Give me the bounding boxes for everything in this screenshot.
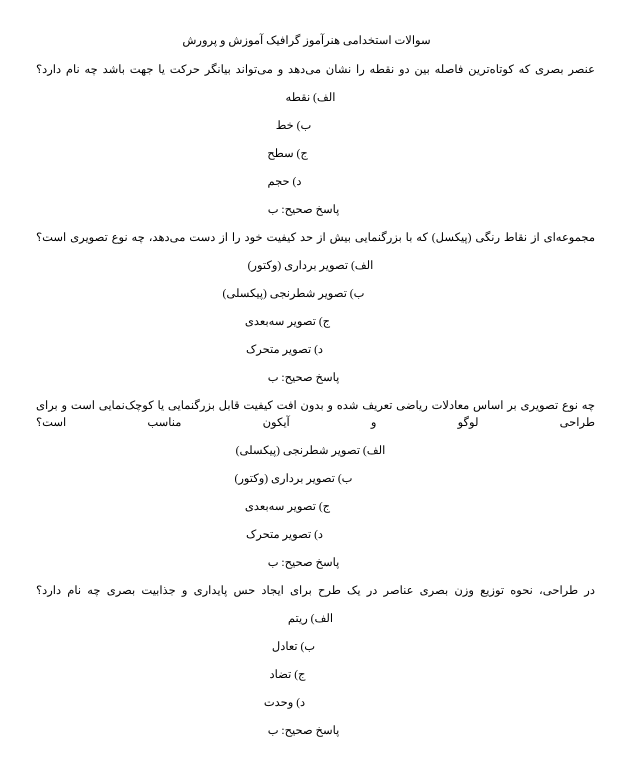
answer-option[interactable]: ج) تضاد: [269, 669, 306, 681]
question-text: عنصر بصری که کوتاه‌ترین فاصله بین دو نقطه را نشان می‌دهد و می‌تواند بیانگر حرکت یا جهت باشد چه نام دارد؟: [36, 64, 595, 76]
answer-option[interactable]: الف) نقطه: [285, 92, 336, 104]
answer-option[interactable]: ج) سطح: [267, 148, 308, 160]
correct-answer: پاسخ صحیح: ب: [267, 204, 340, 216]
question-text: مجموعه‌ای از نقاط رنگی (پیکسل) که با بزرگنمایی بیش از حد کیفیت خود را از دست می‌دهد، چه نوع تصویری است؟: [36, 232, 595, 244]
answer-option[interactable]: ب) تعادل: [271, 641, 316, 653]
question-text: در طراحی، نحوه توزیع وزن بصری عناصر در یک طرح برای ایجاد حس پایداری و جذابیت بصری چه نام دارد؟: [36, 585, 595, 597]
question-text: چه نوع تصویری بر اساس معادلات ریاضی تعریف شده و بدون افت کیفیت قابل بزرگنمایی یا کوچک‌نمایی است و برای طراحی لوگو و آیکون مناسب است؟: [36, 400, 595, 429]
answer-option[interactable]: د) تصویر متحرک: [245, 344, 324, 356]
answer-option[interactable]: الف) ریتم: [287, 613, 334, 625]
answer-option[interactable]: ب) تصویر برداری (وکتور): [234, 473, 353, 485]
answer-option[interactable]: د) وحدت: [263, 697, 306, 709]
question-block: [36, 62, 595, 219]
answer-option[interactable]: ب) خط: [275, 120, 312, 132]
question-block: [36, 583, 595, 740]
answer-option[interactable]: ج) تصویر سه‌بعدی: [244, 316, 331, 328]
question-block: [36, 230, 595, 387]
answer-option[interactable]: الف) تصویر برداری (وکتور): [247, 260, 374, 272]
answer-option[interactable]: د) تصویر متحرک: [245, 529, 324, 541]
correct-answer: پاسخ صحیح: ب: [267, 557, 340, 569]
answer-option[interactable]: الف) تصویر شطرنجی (پیکسلی): [235, 445, 386, 457]
correct-answer: پاسخ صحیح: ب: [267, 725, 340, 737]
document-title: سوالات استخدامی هنرآموز گرافیک آموزش و پرورش: [182, 35, 431, 47]
answer-option[interactable]: ب) تصویر شطرنجی (پیکسلی): [222, 288, 365, 300]
answer-option[interactable]: د) حجم: [267, 176, 302, 188]
correct-answer: پاسخ صحیح: ب: [267, 372, 340, 384]
answer-option[interactable]: ج) تصویر سه‌بعدی: [244, 501, 331, 513]
question-block: [36, 398, 595, 572]
